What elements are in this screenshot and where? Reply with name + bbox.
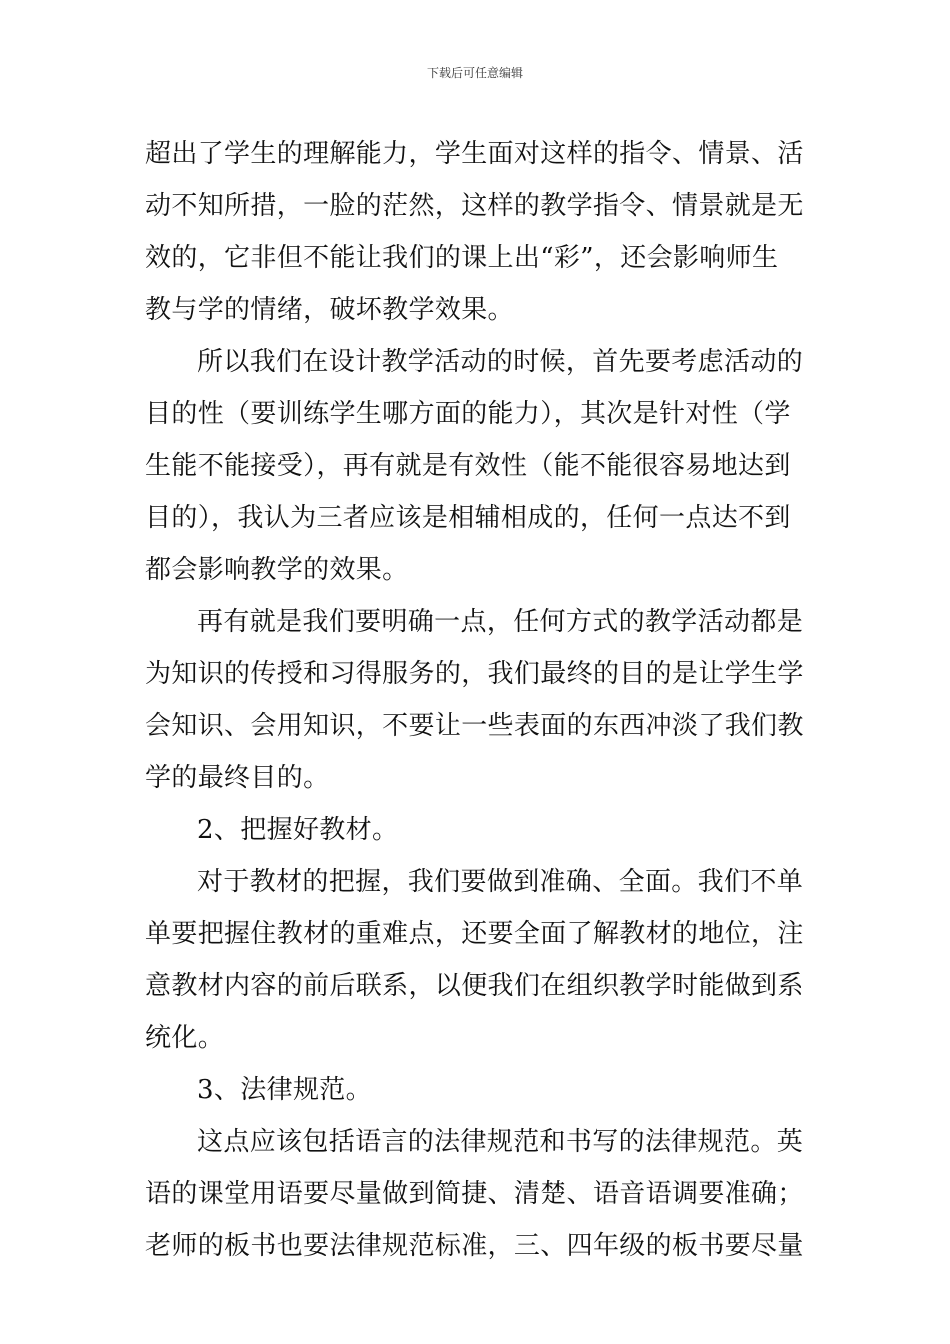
text-line: 语的课堂用语要尽量做到简捷、清楚、语音语调要准确； (145, 1179, 804, 1209)
text-line: 目的），我认为三者应该是相辅相成的，任何一点达不到 (145, 503, 791, 533)
text-line: 生能不能接受），再有就是有效性（能不能很容易地达到 (145, 451, 791, 481)
text-line: 教与学的情绪，破坏教学效果。 (145, 295, 514, 325)
page-header-note: 下载后可任意编辑 (426, 66, 523, 80)
text-line: 再有就是我们要明确一点，任何方式的教学活动都是 (197, 607, 804, 637)
text-line: 对于教材的把握，我们要做到准确、全面。我们不单 (197, 867, 804, 897)
text-line: 单要把握住教材的重难点，还要全面了解教材的地位，注 (145, 919, 804, 949)
text-line: 学的最终目的。 (145, 763, 330, 793)
text-line: 老师的板书也要法律规范标准，三、四年级的板书要尽量 (145, 1231, 804, 1261)
text-line: 统化。 (145, 1023, 225, 1053)
section-heading: 2、把握好教材。 (197, 815, 399, 845)
text-line: 超出了学生的理解能力，学生面对这样的指令、情景、活 (145, 139, 804, 169)
text-line: 这点应该包括语言的法律规范和书写的法律规范。英 (197, 1127, 804, 1157)
document-body (145, 128, 807, 1272)
text-line: 目的性（要训练学生哪方面的能力），其次是针对性（学 (145, 399, 791, 429)
text-line: 效的，它非但不能让我们的课上出“彩”，还会影响师生 (145, 243, 779, 273)
text-line: 为知识的传授和习得服务的，我们最终的目的是让学生学 (145, 659, 804, 689)
text-line: 所以我们在设计教学活动的时候，首先要考虑活动的 (197, 347, 804, 377)
text-line: 动不知所措，一脸的茫然，这样的教学指令、情景就是无 (145, 191, 804, 221)
text-line: 都会影响教学的效果。 (145, 555, 409, 585)
section-heading: 3、法律规范。 (197, 1075, 372, 1105)
text-line: 会知识、会用知识，不要让一些表面的东西冲淡了我们教 (145, 711, 804, 741)
text-line: 意教材内容的前后联系，以便我们在组织教学时能做到系 (145, 971, 804, 1001)
